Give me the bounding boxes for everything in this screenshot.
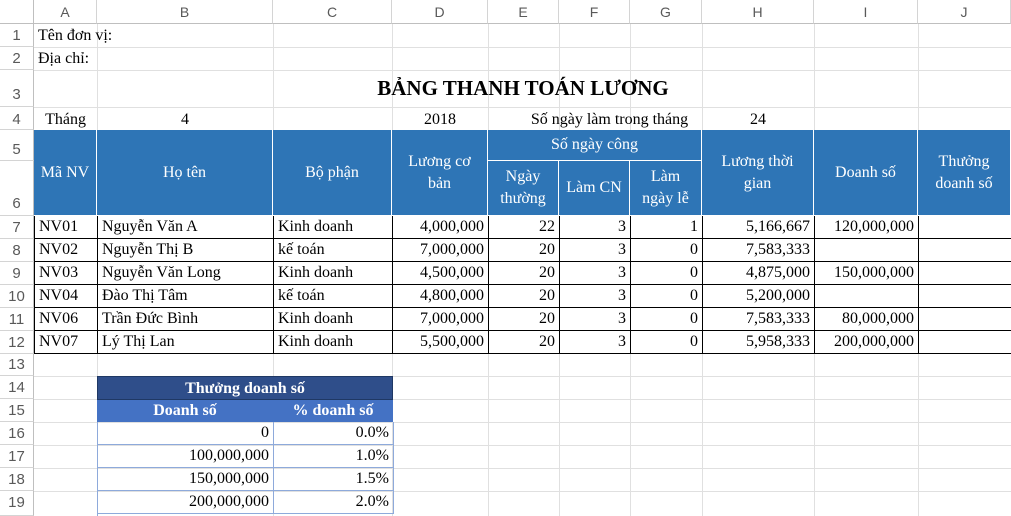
header-dept[interactable]: Bộ phận [273, 130, 392, 216]
cell-dept[interactable]: kế toán [274, 239, 393, 262]
header-sales-bonus[interactable]: Thưởng doanh số [918, 130, 1011, 216]
row-header-17[interactable]: 17 [0, 445, 34, 468]
cell-time-salary[interactable]: 7,583,333 [703, 239, 815, 262]
cell-time-salary[interactable]: 5,166,667 [703, 216, 815, 239]
cell-time-salary[interactable]: 5,958,333 [703, 331, 815, 354]
header-name[interactable]: Họ tên [97, 130, 273, 216]
bonus-percent-cell[interactable]: 2.0% [274, 491, 394, 514]
cell-base-salary[interactable]: 5,500,000 [393, 331, 489, 354]
row-header-12[interactable]: 12 [0, 331, 34, 354]
cell-dept[interactable]: Kinh doanh [274, 216, 393, 239]
cell-sales-bonus[interactable] [919, 216, 1011, 239]
row-header-13[interactable]: 13 [0, 354, 34, 376]
bonus-percent-cell[interactable]: 1.0% [274, 445, 394, 468]
row-header-6[interactable]: 6 [0, 161, 34, 216]
workdays-value[interactable]: 24 [750, 111, 766, 128]
col-header-i[interactable]: I [814, 0, 918, 24]
cell-sales[interactable]: 80,000,000 [815, 308, 919, 331]
page-title[interactable]: BẢNG THANH TOÁN LƯƠNG [377, 76, 669, 100]
cell-sunday[interactable]: 3 [560, 308, 631, 331]
cell-sunday[interactable]: 3 [560, 216, 631, 239]
cell-normal-days[interactable]: 20 [489, 285, 560, 308]
cell-time-salary[interactable]: 7,583,333 [703, 308, 815, 331]
cell-sales-bonus[interactable] [919, 308, 1011, 331]
header-time-salary[interactable]: Lương thời gian [702, 130, 814, 216]
cell-name[interactable]: Lý Thị Lan [98, 331, 274, 354]
cell-name[interactable]: Trần Đức Bình [98, 308, 274, 331]
header-sunday[interactable]: Làm CN [559, 161, 630, 216]
cell-normal-days[interactable]: 20 [489, 331, 560, 354]
cell-emp-id[interactable]: NV02 [35, 239, 98, 262]
col-header-h[interactable]: H [702, 0, 814, 24]
cell-base-salary[interactable]: 4,000,000 [393, 216, 489, 239]
cell-name[interactable]: Nguyễn Văn Long [98, 262, 274, 285]
header-sales[interactable]: Doanh số [814, 130, 918, 216]
row-header-15[interactable]: 15 [0, 399, 34, 422]
cell-holiday[interactable]: 0 [631, 308, 703, 331]
bonus-sales-cell[interactable]: 150,000,000 [98, 468, 274, 491]
cell-name[interactable]: Đào Thị Tâm [98, 285, 274, 308]
cell-sales-bonus[interactable] [919, 239, 1011, 262]
cell-sunday[interactable]: 3 [560, 331, 631, 354]
header-emp-id[interactable]: Mã NV [34, 130, 97, 216]
cell-base-salary[interactable]: 4,800,000 [393, 285, 489, 308]
col-header-g[interactable]: G [630, 0, 702, 24]
bonus-sales-cell[interactable]: 200,000,000 [98, 491, 274, 514]
row-header-18[interactable]: 18 [0, 468, 34, 491]
cell-base-salary[interactable]: 4,500,000 [393, 262, 489, 285]
cell-sales-bonus[interactable] [919, 285, 1011, 308]
row-header-7[interactable]: 7 [0, 216, 34, 239]
cell-sales[interactable] [815, 239, 919, 262]
row-header-14[interactable]: 14 [0, 376, 34, 399]
cell-sunday[interactable]: 3 [560, 285, 631, 308]
cell-emp-id[interactable]: NV06 [35, 308, 98, 331]
row-header-2[interactable]: 2 [0, 47, 34, 70]
bonus-percent-cell[interactable]: 0.0% [274, 422, 394, 445]
row-header-9[interactable]: 9 [0, 262, 34, 285]
bonus-header-sales[interactable]: Doanh số [97, 400, 273, 422]
header-holiday[interactable]: Làm ngày lễ [630, 161, 702, 216]
row-header-19[interactable]: 19 [0, 491, 34, 516]
cell-name[interactable]: Nguyễn Thị B [98, 239, 274, 262]
cell-dept[interactable]: kế toán [274, 285, 393, 308]
header-base-salary[interactable]: Lương cơ bản [392, 130, 488, 216]
row-header-4[interactable]: 4 [0, 107, 34, 130]
bonus-table-title[interactable]: Thưởng doanh số [97, 376, 393, 400]
cell-holiday[interactable]: 0 [631, 285, 703, 308]
cell-sunday[interactable]: 3 [560, 239, 631, 262]
address-label[interactable]: Địa chỉ: [38, 50, 90, 67]
cell-dept[interactable]: Kinh doanh [274, 262, 393, 285]
cell-time-salary[interactable]: 5,200,000 [703, 285, 815, 308]
unit-label[interactable]: Tên đơn vị: [38, 27, 113, 44]
cell-emp-id[interactable]: NV07 [35, 331, 98, 354]
bonus-percent-cell[interactable]: 1.5% [274, 468, 394, 491]
cell-emp-id[interactable]: NV01 [35, 216, 98, 239]
cell-sunday[interactable]: 3 [560, 262, 631, 285]
header-workdays-group[interactable]: Số ngày công [488, 130, 702, 161]
cell-emp-id[interactable]: NV03 [35, 262, 98, 285]
row-header-8[interactable]: 8 [0, 239, 34, 262]
cell-holiday[interactable]: 1 [631, 216, 703, 239]
cell-normal-days[interactable]: 20 [489, 239, 560, 262]
row-header-11[interactable]: 11 [0, 308, 34, 331]
cell-dept[interactable]: Kinh doanh [274, 308, 393, 331]
month-label[interactable]: Tháng [45, 111, 86, 128]
year-value[interactable]: 2018 [424, 111, 456, 128]
cell-name[interactable]: Nguyễn Văn A [98, 216, 274, 239]
row-header-3[interactable]: 3 [0, 70, 34, 107]
col-header-b[interactable]: B [97, 0, 273, 24]
col-header-e[interactable]: E [488, 0, 559, 24]
cell-holiday[interactable]: 0 [631, 239, 703, 262]
month-value[interactable]: 4 [181, 111, 189, 128]
cell-dept[interactable]: Kinh doanh [274, 331, 393, 354]
cell-normal-days[interactable]: 22 [489, 216, 560, 239]
cell-normal-days[interactable]: 20 [489, 308, 560, 331]
cell-emp-id[interactable]: NV04 [35, 285, 98, 308]
cell-sales[interactable]: 120,000,000 [815, 216, 919, 239]
cell-sales[interactable] [815, 285, 919, 308]
cell-sales[interactable]: 150,000,000 [815, 262, 919, 285]
employee-table-body [34, 216, 1011, 354]
workdays-label[interactable]: Số ngày làm trong tháng [530, 111, 689, 128]
cell-holiday[interactable]: 0 [631, 262, 703, 285]
bonus-sales-cell[interactable]: 100,000,000 [98, 445, 274, 468]
header-normal-days[interactable]: Ngày thường [488, 161, 559, 216]
row-header-16[interactable]: 16 [0, 422, 34, 445]
cell-normal-days[interactable]: 20 [489, 262, 560, 285]
row-header-5[interactable]: 5 [0, 130, 34, 161]
col-header-j[interactable]: J [918, 0, 1011, 24]
corner-cell[interactable] [0, 0, 34, 24]
row-header-10[interactable]: 10 [0, 285, 34, 308]
bonus-table-body [97, 422, 393, 516]
cell-base-salary[interactable]: 7,000,000 [393, 239, 489, 262]
cell-base-salary[interactable]: 7,000,000 [393, 308, 489, 331]
row-header-1[interactable]: 1 [0, 24, 34, 47]
col-header-a[interactable]: A [34, 0, 97, 24]
cell-sales-bonus[interactable] [919, 262, 1011, 285]
cell-sales-bonus[interactable] [919, 331, 1011, 354]
bonus-header-percent[interactable]: % doanh số [273, 400, 393, 422]
cell-time-salary[interactable]: 4,875,000 [703, 262, 815, 285]
bonus-sales-cell[interactable]: 0 [98, 422, 274, 445]
col-header-d[interactable]: D [392, 0, 488, 24]
cell-holiday[interactable]: 0 [631, 331, 703, 354]
col-header-c[interactable]: C [273, 0, 392, 24]
col-header-f[interactable]: F [559, 0, 630, 24]
cell-sales[interactable]: 200,000,000 [815, 331, 919, 354]
